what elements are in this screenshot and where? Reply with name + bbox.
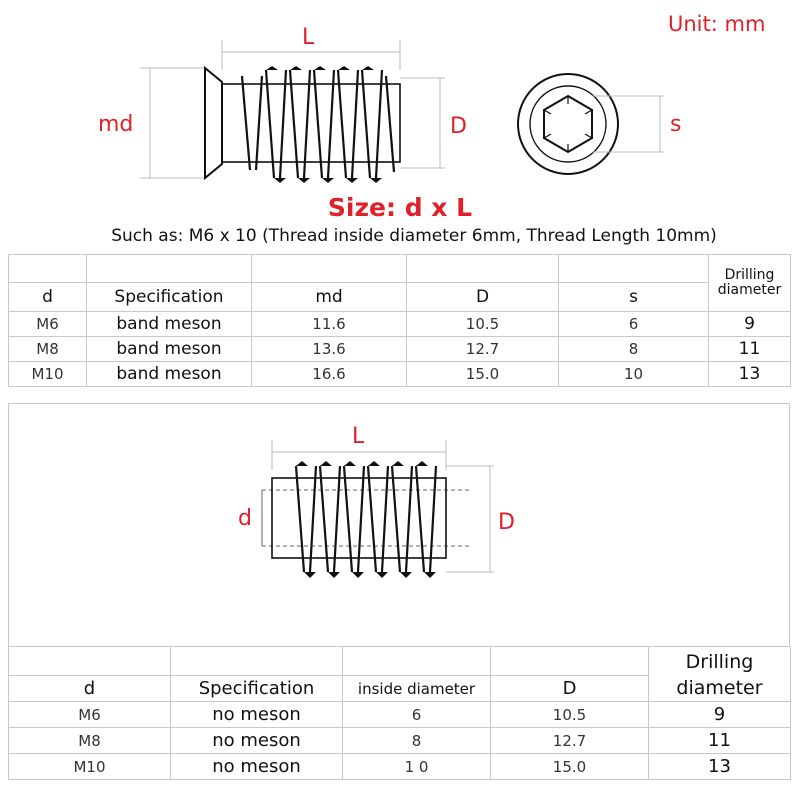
cell-specification: no meson — [171, 754, 343, 780]
no-meson-table — [8, 646, 791, 780]
top-length-label: L — [302, 25, 315, 50]
top-md-label: md — [98, 112, 134, 137]
cell-s: 6 — [559, 312, 709, 337]
cell-outer-diameter: 15.0 — [491, 754, 649, 780]
table-row — [9, 312, 791, 337]
hex-socket-end-view — [518, 74, 664, 174]
unit-label: Unit: mm — [668, 12, 766, 36]
cell-drilling-diameter: 13 — [649, 754, 791, 780]
cell-d: M10 — [9, 754, 171, 780]
plain-insert-panel — [8, 403, 790, 646]
flanged-insert-drawing — [140, 40, 445, 183]
cell-d: M10 — [9, 362, 87, 387]
cell-outer-diameter: 12.7 — [407, 337, 559, 362]
cell-outer-diameter: 15.0 — [407, 362, 559, 387]
cell-d: M6 — [9, 312, 87, 337]
header-outer-diameter: D — [491, 676, 649, 702]
cell-drilling-diameter: 11 — [649, 728, 791, 754]
cell-specification: band meson — [87, 362, 252, 387]
cell-inside-diameter: 8 — [343, 728, 491, 754]
header-specification: Specification — [171, 676, 343, 702]
cell-inside-diameter: 6 — [343, 702, 491, 728]
header-drilling-diameter: Drilling diameter — [709, 255, 791, 312]
size-title: Size: d x L — [327, 193, 473, 222]
cell-outer-diameter: 10.5 — [491, 702, 649, 728]
cell-d: M6 — [9, 702, 171, 728]
header-drilling-diameter: Drilling diameter — [649, 647, 791, 702]
cell-md: 16.6 — [252, 362, 407, 387]
cell-inside-diameter: 1 0 — [343, 754, 491, 780]
cell-specification: band meson — [87, 337, 252, 362]
cell-md: 11.6 — [252, 312, 407, 337]
cell-drilling-diameter: 9 — [709, 312, 791, 337]
header-inside-diameter: inside diameter — [343, 676, 491, 702]
cell-specification: no meson — [171, 728, 343, 754]
cell-drilling-diameter: 13 — [709, 362, 791, 387]
table-row — [9, 362, 791, 387]
bottom-inner-diameter-label: d — [238, 506, 252, 531]
bottom-length-label: L — [352, 424, 365, 449]
bottom-outer-diameter-label: D — [498, 510, 515, 535]
header-specification: Specification — [87, 283, 252, 312]
band-meson-table — [8, 254, 791, 387]
cell-s: 10 — [559, 362, 709, 387]
top-outer-diameter-label: D — [450, 114, 467, 139]
table-row — [9, 702, 791, 728]
cell-outer-diameter: 12.7 — [491, 728, 649, 754]
example-text: Such as: M6 x 10 (Thread inside diameter 6mm, Thread Length 10mm) — [111, 226, 717, 246]
table-row — [9, 728, 791, 754]
cell-d: M8 — [9, 728, 171, 754]
header-d: d — [9, 676, 171, 702]
cell-d: M8 — [9, 337, 87, 362]
cell-s: 8 — [559, 337, 709, 362]
table-row — [9, 337, 791, 362]
cell-drilling-diameter: 11 — [709, 337, 791, 362]
cell-specification: band meson — [87, 312, 252, 337]
header-outer-diameter: D — [407, 283, 559, 312]
cell-specification: no meson — [171, 702, 343, 728]
cell-drilling-diameter: 9 — [649, 702, 791, 728]
table-row — [9, 754, 791, 780]
header-s: s — [559, 283, 709, 312]
top-s-label: s — [670, 112, 682, 137]
cell-outer-diameter: 10.5 — [407, 312, 559, 337]
header-d: d — [9, 283, 87, 312]
cell-md: 13.6 — [252, 337, 407, 362]
header-md: md — [252, 283, 407, 312]
